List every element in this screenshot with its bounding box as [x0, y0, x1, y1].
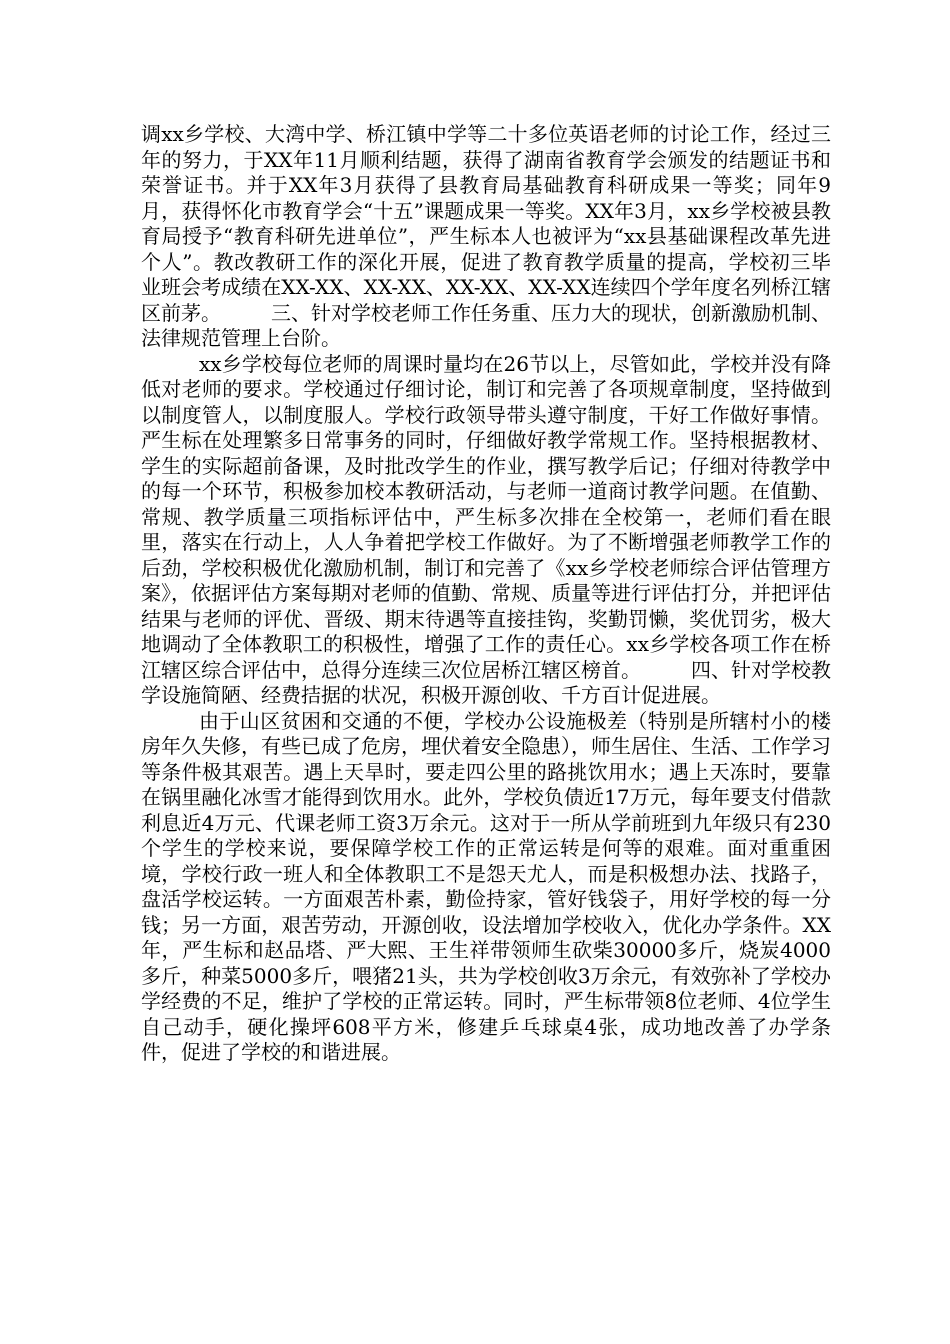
document-body: [141, 122, 831, 1066]
paragraph-1: 调xx乡学校、大湾中学、桥江镇中学等二十多位英语老师的讨论工作，经过三年的努力，于XX年11月顺利结题，获得了湖南省教育学会颁发的结题证书和荣誉证书。并于XX年3月获得了县教育局基础教育科研成果一等奖；同年9月，获得怀化市教育学会“十五”课题成果一等奖。XX年3月，xx乡学校被县教育局授予“教育科研先进单位”，严生标本人也被评为“xx县基础课程改革先进个人”。教改教研工作的深化开展，促进了教育教学质量的提高，学校初三毕业班会考成绩在XX-XX、XX-XX、XX-XX、XX-XX连续四个学年度名列桥江辖区前茅。 三、针对学校老师工作任务重、压力大的现状，创新激励机制、法律规范管理上台阶。: [141, 122, 831, 350]
paragraph-2: xx乡学校每位老师的周课时量均在26节以上，尽管如此，学校并没有降低对老师的要求。学校通过仔细讨论，制订和完善了各项规章制度，坚持做到以制度管人，以制度服人。学校行政领导带头遵守制度，干好工作做好事情。严生标在处理繁多日常事务的同时，仔细做好教学常规工作。坚持根据教材、学生的实际超前备课，及时批改学生的作业，撰写教学后记；仔细对待教学中的每一个环节，积极参加校本教研活动，与老师一道商讨教学问题。在值勤、常规、教学质量三项指标评估中，严生标多次排在全校第一，老师们看在眼里，落实在行动上，人人争着把学校工作做好。为了不断增强老师教学工作的后劲，学校积极优化激励机制，制订和完善了《xx乡学校老师综合评估管理方案》，依据评估方案每期对老师的值勤、常规、质量等进行评估打分，并把评估结果与老师的评优、晋级、期末待遇等直接挂钩，奖勤罚懒，奖优罚劣，极大地调动了全体教职工的积极性，增强了工作的责任心。xx乡学校各项工作在桥江辖区综合评估中，总得分连续三次位居桥江辖区榜首。 四、针对学校教学设施简陋、经费拮据的状况，积极开源创收、千方百计促进展。: [141, 351, 831, 707]
paragraph-3: 由于山区贫困和交通的不便，学校办公设施极差（特别是所辖村小的楼房年久失修，有些已成了危房，埋伏着安全隐患），师生居住、生活、工作学习等条件极其艰苦。遇上天旱时，要走四公里的路挑饮用水；遇上天冻时，要靠在锅里融化冰雪才能得到饮用水。此外，学校负债近17万元，每年要支付借款利息近4万元、代课老师工资3万余元。这对于一所从学前班到九年级只有230个学生的学校来说，要保障学校工作的正常运转是何等的艰难。面对重重困境，学校行政一班人和全体教职工不是怨天尤人，而是积极想办法、找路子，盘活学校运转。一方面艰苦朴素，勤俭持家，管好钱袋子，用好学校的每一分钱；另一方面，艰苦劳动，开源创收，设法增加学校收入，优化办学条件。XX年，严生标和赵品塔、严大熙、王生祥带领师生砍柴30000多斤，烧炭4000多斤，种菜5000多斤，喂猪21头，共为学校创收3万余元，有效弥补了学校办学经费的不足，维护了学校的正常运转。同时，严生标带领8位老师、4位学生自己动手，硬化操坪608平方米，修建乒乓球桌4张，成功地改善了办学条件，促进了学校的和谐进展。: [141, 708, 831, 1064]
